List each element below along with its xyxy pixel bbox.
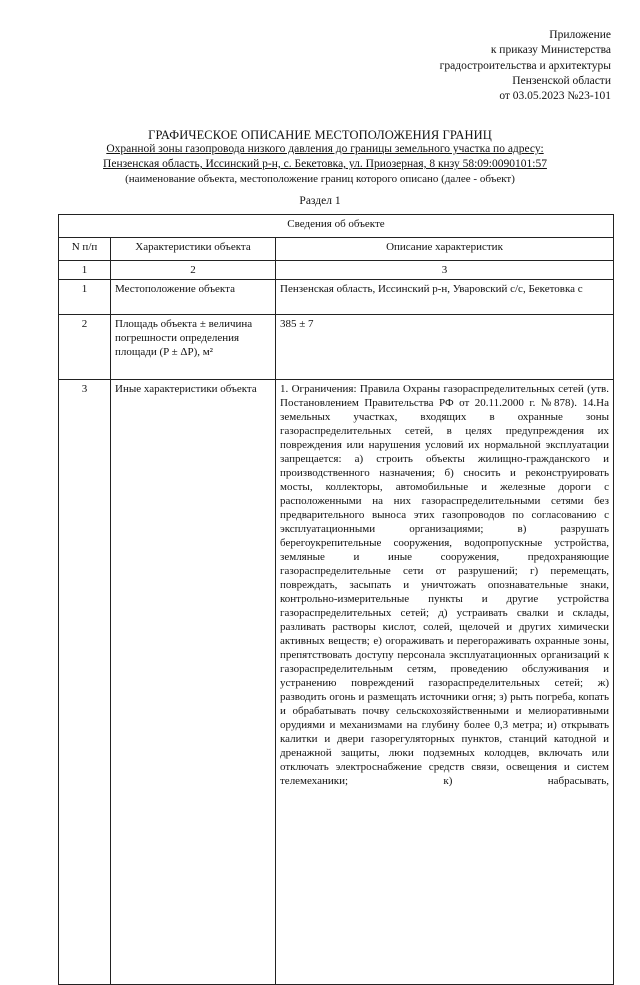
table-row bbox=[59, 380, 614, 985]
table-header-row bbox=[59, 238, 614, 261]
header-characteristic: Характеристики объекта bbox=[111, 238, 276, 261]
approval-date-line: от 03.05.2023 №23-101 bbox=[499, 90, 611, 103]
row-value-restrictions: 1. Ограничения: Правила Охраны газораспределительных сетей (утв. Постановлением Правительства РФ от 20.11.2000 г. №878). 14.На земельных участках, входящих в охранные зоны газораспределительных сетей, в целях предупреждения их повреждения или нарушения условий их нормальной эксплуатации запрещается: а) строить объекты жилищно-гражданского и производственного назначения; б) сносить и реконструировать мосты, коллекторы, автомобильные и железные дороги с расположенными на них газораспределительными сетями без предварительного выноса этих газопроводов по согласованию с эксплуатационными организациями; в) разрушать берегоукрепительные сооружения, водопропускные устройства, земляные и иные сооружения, предохраняющие газораспределительные сети от разрушений; г) перемещать, повреждать, засыпать и уничтожать опознавательные знаки, контрольно-измерительные пункты и другие устройства газораспределительных сетей; д) устраивать свалки и склады, разливать растворы кислот, солей, щелочей и других химически активных веществ; е) огораживать и перегораживать охранные зоны, препятствовать доступу персонала эксплуатационных организаций к газораспределительным сетям, проведению обслуживания и устранению повреждений газораспределительных сетей; ж) разводить огонь и размещать источники огня; з) рыть погреба, копать и обрабатывать почву сельскохозяйственными и мелиоративными орудиями и механизмами на глубину более 0,3 метра; и) открывать калитки и двери газорегуляторных пунктов, станций катодной и дренажной защиты, люки подземных колодцев, включать или отключать электроснабжение средств связи, освещения и систем телемеханики; к) набрасывать, bbox=[276, 380, 614, 985]
row-characteristic: Местоположение объекта bbox=[111, 280, 276, 315]
document-title: ГРАФИЧЕСКОЕ ОПИСАНИЕ МЕСТОПОЛОЖЕНИЯ ГРАНИЦ bbox=[148, 128, 492, 142]
approval-line: градостроительства и архитектуры bbox=[439, 59, 611, 72]
object-info-table bbox=[58, 214, 614, 985]
approval-line: к приказу Министерства bbox=[490, 44, 611, 57]
table-colnum-row bbox=[59, 261, 614, 280]
row-num: 1 bbox=[59, 280, 111, 315]
row-value: Пензенская область, Иссинский р-н, Уваровский с/с, Бекетовка с bbox=[276, 280, 614, 315]
colnum-2: 2 bbox=[111, 261, 276, 280]
table-heading: Сведения об объекте bbox=[59, 215, 614, 238]
colnum-1: 1 bbox=[59, 261, 111, 280]
object-caption: (наименование объекта, местоположение границ которого описано (далее - объект) bbox=[125, 173, 515, 185]
row-characteristic: Иные характеристики объекта bbox=[111, 380, 276, 985]
row-characteristic: Площадь объекта ± величина погрешности определения площади (P ± ΔP), м² bbox=[111, 315, 276, 380]
row-num: 2 bbox=[59, 315, 111, 380]
object-description-line-1: Охранной зоны газопровода низкого давления до границы земельного участка по адресу: bbox=[106, 143, 544, 155]
object-description-line-2: Пензенская область, Иссинский р-н, с. Бекетовка, ул. Приозерная, 8 кнзу 58:09:0090101:57 bbox=[103, 158, 547, 170]
header-description: Описание характеристик bbox=[276, 238, 614, 261]
approval-block bbox=[440, 28, 611, 104]
object-description bbox=[40, 142, 610, 172]
row-value: 385 ± 7 bbox=[276, 315, 614, 380]
header-num: N п/п bbox=[59, 238, 111, 261]
section-title: Раздел 1 bbox=[299, 195, 341, 207]
row-num: 3 bbox=[59, 380, 111, 985]
table-row bbox=[59, 280, 614, 315]
colnum-3: 3 bbox=[276, 261, 614, 280]
table-heading-row bbox=[59, 215, 614, 238]
approval-line: Приложение bbox=[549, 29, 611, 41]
table-row bbox=[59, 315, 614, 380]
approval-line: Пензенской области bbox=[512, 74, 611, 87]
